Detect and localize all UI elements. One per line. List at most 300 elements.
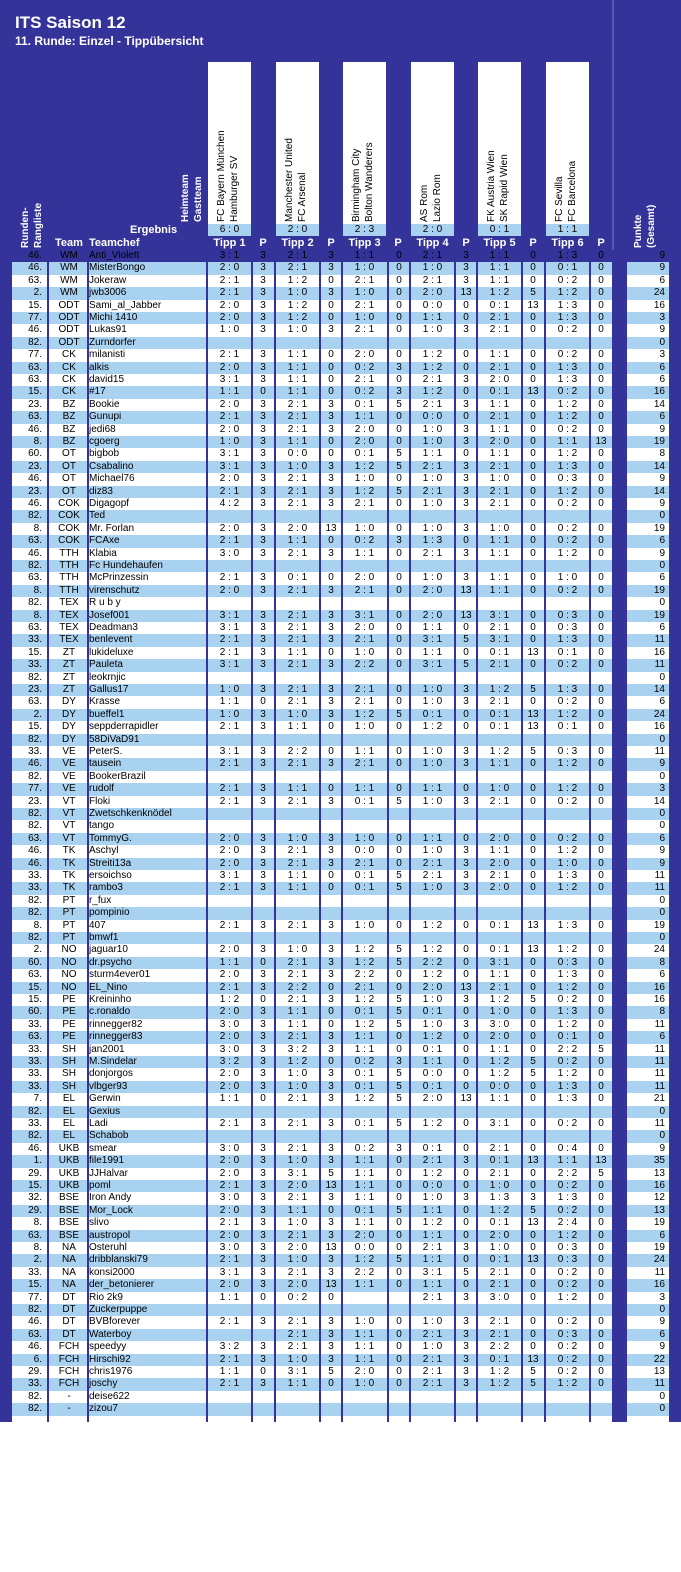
table-cell: 0: [598, 919, 604, 931]
table-cell: [523, 907, 543, 919]
table-cell: [411, 1106, 454, 1118]
total-points-cell: 0: [659, 770, 665, 782]
table-cell: 0: [530, 795, 536, 807]
table-cell: 0: [396, 374, 402, 385]
table-cell: 0: [530, 783, 536, 795]
table-cell: 0: [463, 1006, 469, 1018]
table-cell: WM: [60, 262, 78, 274]
teamchef-cell: TommyG.: [89, 832, 132, 844]
header-divider: [612, 0, 614, 250]
total-points-cell: 6: [659, 411, 665, 423]
table-cell: [456, 907, 476, 919]
table-cell: DY: [62, 721, 76, 733]
table-cell: 1 : 1: [422, 448, 443, 460]
table-cell: 0: [598, 324, 604, 336]
total-points-cell: 11: [654, 1118, 665, 1129]
table-cell: ODT: [58, 336, 80, 348]
table-cell: OT: [62, 485, 76, 497]
table-cell: 0 : 2: [557, 1341, 578, 1353]
total-points-cell: 9: [659, 758, 665, 770]
table-cell: 0: [396, 349, 402, 361]
table-cell: 3: [260, 1167, 266, 1179]
table-cell: 2 : 1: [489, 498, 510, 509]
table-cell: 2 : 1: [219, 795, 240, 807]
table-cell: 3: [463, 473, 469, 485]
table-cell: 1 : 3: [557, 1006, 578, 1018]
table-cell: [411, 597, 454, 609]
points-header: P: [327, 237, 335, 249]
table-cell: 0: [396, 609, 402, 621]
table-cell: 0 : 1: [354, 870, 375, 881]
table-cell: 1 : 2: [557, 448, 578, 460]
table-cell: 3: [463, 684, 469, 695]
total-points-cell: 14: [653, 398, 665, 410]
total-points-cell: 0: [659, 560, 665, 571]
table-cell: 3: [463, 1366, 469, 1377]
table-cell: 0: [328, 646, 334, 658]
table-cell: 0: [328, 1056, 334, 1067]
table-cell: 0: [530, 969, 536, 981]
table-cell: [456, 597, 476, 609]
table-cell: 3: [328, 411, 334, 423]
total-points-cell: 9: [659, 845, 665, 857]
teamchef-cell: Michi 1410: [89, 312, 138, 323]
total-points-cell: 6: [659, 361, 665, 373]
table-cell: 2 : 1: [489, 324, 510, 336]
table-cell: 0: [328, 572, 334, 584]
table-cell: 0: [396, 758, 402, 770]
table-cell: 15.: [28, 299, 42, 311]
table-cell: [343, 510, 386, 522]
teamchef-cell: EL_Nino: [89, 981, 128, 993]
table-cell: 1 : 1: [489, 274, 510, 286]
table-cell: 0: [598, 1093, 604, 1105]
table-cell: [208, 1106, 251, 1118]
table-cell: 63.: [28, 572, 42, 584]
table-cell: 1 : 0: [287, 460, 308, 472]
table-cell: 1 : 0: [219, 684, 240, 695]
table-cell: VE: [62, 783, 76, 795]
table-cell: 2 : 1: [422, 1366, 443, 1377]
table-cell: 5: [530, 1068, 536, 1080]
table-cell: 2 : 0: [287, 522, 308, 534]
points-header: P: [529, 237, 537, 249]
table-cell: 2 : 1: [489, 696, 510, 708]
table-cell: 2 : 1: [219, 721, 240, 733]
table-cell: 3: [463, 262, 469, 274]
table-cell: FCH: [58, 1366, 80, 1377]
table-cell: 1 : 1: [489, 1093, 510, 1105]
teamchef-cell: JJHalvar: [89, 1167, 128, 1179]
table-cell: [276, 734, 319, 746]
table-cell: 3: [328, 622, 334, 633]
table-cell: [546, 597, 589, 609]
table-cell: 1 : 2: [354, 1093, 375, 1105]
table-cell: 3 : 1: [422, 659, 443, 671]
teamchef-cell: sturm4ever01: [89, 969, 151, 981]
table-cell: 1 : 0: [422, 1192, 443, 1204]
table-cell: 0 : 3: [557, 1242, 578, 1253]
teamchef-cell: jedi68: [89, 423, 116, 435]
table-cell: 1 : 0: [219, 708, 240, 720]
table-cell: 0: [598, 1328, 604, 1340]
table-cell: 1 : 1: [287, 646, 308, 658]
table-cell: 1 : 1: [422, 783, 443, 795]
table-cell: [343, 1130, 386, 1142]
teamchef-cell: milanisti: [89, 349, 126, 361]
table-cell: 1 : 0: [422, 498, 443, 509]
table-cell: 3: [260, 535, 266, 547]
table-cell: 2 : 0: [219, 1167, 240, 1179]
table-cell: 63.: [28, 622, 42, 633]
teamchef-cell: Zwetschkenknödel: [89, 808, 172, 819]
table-cell: 1 : 0: [422, 746, 443, 757]
table-cell: 0: [530, 374, 536, 385]
table-cell: 1 : 1: [287, 1204, 308, 1216]
table-cell: [456, 895, 476, 907]
table-cell: 63.: [28, 361, 42, 373]
teamchef-cell: Osteruhl: [89, 1242, 127, 1253]
table-cell: 0 : 1: [489, 1155, 510, 1167]
table-cell: 1 : 1: [287, 783, 308, 795]
table-cell: 1 : 1: [219, 386, 240, 398]
table-cell: 1 : 1: [489, 250, 510, 261]
table-cell: NA: [62, 1266, 76, 1278]
table-cell: 1 : 1: [219, 696, 240, 708]
table-cell: 3: [260, 1316, 266, 1328]
table-cell: CK: [62, 386, 76, 398]
table-cell: 5: [530, 287, 536, 299]
table-cell: [523, 1130, 543, 1142]
table-cell: 0: [396, 696, 402, 708]
table-cell: [456, 510, 476, 522]
table-cell: 0: [530, 473, 536, 485]
table-cell: [321, 734, 341, 746]
table-cell: 2 : 1: [219, 1378, 240, 1390]
table-cell: 0 : 1: [354, 1068, 375, 1080]
teamchef-cell: Kreininho: [89, 994, 132, 1005]
table-cell: 3: [260, 299, 266, 311]
table-cell: 2 : 1: [354, 584, 375, 596]
table-cell: 3: [463, 994, 469, 1005]
table-cell: 0: [260, 386, 266, 398]
total-points-cell: 0: [659, 1390, 665, 1402]
table-cell: 2 : 1: [287, 758, 308, 770]
table-cell: 3: [260, 1180, 266, 1191]
table-cell: [253, 510, 273, 522]
table-cell: 0 : 1: [354, 1006, 375, 1018]
table-cell: [523, 560, 543, 572]
table-cell: [546, 932, 589, 944]
table-cell: 1 : 2: [422, 944, 443, 956]
table-cell: 1 : 1: [287, 386, 308, 398]
table-cell: 1 : 2: [557, 845, 578, 857]
table-cell: [591, 337, 611, 349]
table-cell: 1 : 2: [287, 299, 308, 311]
table-cell: 1 : 3: [557, 1192, 578, 1204]
table-cell: 1 : 2: [557, 1018, 578, 1030]
table-cell: 1 : 1: [287, 721, 308, 733]
table-cell: 2 : 0: [354, 1366, 375, 1377]
table-cell: [208, 895, 251, 907]
table-cell: 0: [598, 473, 604, 485]
table-cell: 0 : 3: [557, 1328, 578, 1340]
table-cell: 0: [530, 870, 536, 881]
table-cell: [591, 895, 611, 907]
table-cell: 1 : 2: [422, 349, 443, 361]
table-cell: 0: [396, 287, 402, 299]
table-cell: 3: [328, 1118, 334, 1129]
table-cell: 0: [396, 262, 402, 274]
table-cell: 3: [260, 758, 266, 770]
table-cell: 0: [396, 1279, 402, 1291]
table-cell: 0: [328, 1378, 334, 1390]
table-cell: 33.: [28, 746, 42, 757]
table-cell: 2 : 0: [287, 1180, 308, 1191]
table-cell: 5: [530, 746, 536, 757]
table-cell: [546, 1304, 589, 1316]
teamchef-cell: Zurndorfer: [89, 336, 136, 348]
tipp-header: Tipp 5: [483, 237, 516, 249]
table-cell: 1 : 2: [354, 994, 375, 1005]
table-cell: 1 : 0: [422, 324, 443, 336]
table-cell: 3: [328, 460, 334, 472]
table-cell: [276, 895, 319, 907]
table-cell: 1 : 0: [287, 708, 308, 720]
table-cell: 15.: [28, 386, 42, 398]
table-cell: 2 : 1: [422, 547, 443, 559]
table-cell: 2 : 1: [219, 1217, 240, 1229]
table-cell: 2 : 1: [219, 783, 240, 795]
table-cell: 0: [530, 535, 536, 547]
table-cell: 2 : 1: [287, 262, 308, 274]
table-cell: 2 : 0: [287, 1279, 308, 1291]
table-cell: 2 : 0: [219, 1279, 240, 1291]
table-cell: 3: [463, 522, 469, 534]
table-cell: [208, 560, 251, 572]
table-cell: [456, 771, 476, 783]
table-cell: 1 : 0: [287, 1254, 308, 1266]
table-cell: [343, 1292, 386, 1304]
teamchef-cell: c.ronaldo: [89, 1006, 131, 1018]
table-cell: 13: [527, 944, 539, 956]
table-cell: [456, 337, 476, 349]
table-cell: 0: [598, 609, 604, 621]
table-cell: [389, 337, 409, 349]
teamchef-cell: jwb3006: [89, 287, 127, 299]
table-cell: 5: [463, 1266, 469, 1278]
table-cell: 3: [463, 1291, 469, 1303]
table-cell: 2 : 1: [422, 250, 443, 261]
table-cell: 2 : 2: [354, 659, 375, 671]
teamchef-cell: zizou7: [89, 1403, 118, 1415]
table-cell: 3: [328, 287, 334, 299]
table-cell: TK: [62, 857, 76, 869]
tipp-header: Tipp 3: [348, 237, 381, 249]
table-cell: [208, 1329, 251, 1341]
table-cell: 0: [396, 1192, 402, 1204]
table-cell: 2 : 1: [287, 1266, 308, 1278]
table-cell: 0: [328, 436, 334, 447]
teamchef-cell: Michael76: [89, 473, 135, 485]
table-cell: 0: [396, 845, 402, 857]
table-cell: 1 : 2: [557, 944, 578, 956]
table-cell: 3: [260, 398, 266, 410]
table-cell: 3 : 1: [489, 609, 510, 621]
table-cell: 1 : 1: [354, 746, 375, 757]
table-cell: 3: [260, 1254, 266, 1266]
table-cell: [411, 560, 454, 572]
table-cell: 2 : 0: [219, 845, 240, 857]
table-cell: BSE: [58, 1192, 79, 1204]
table-cell: 23.: [28, 460, 42, 472]
table-cell: 3: [463, 324, 469, 336]
table-cell: 3: [260, 634, 266, 646]
teamchef-cell: Waterboy: [89, 1328, 132, 1340]
table-cell: 1 : 1: [489, 448, 510, 460]
table-cell: 1 : 2: [287, 1056, 308, 1067]
total-points-cell: 3: [659, 783, 665, 795]
total-points-cell: 21: [653, 1093, 665, 1105]
table-cell: 1 : 2: [557, 485, 578, 497]
table-cell: BSE: [58, 1229, 79, 1241]
table-cell: 1 : 2: [422, 969, 443, 981]
table-cell: [591, 734, 611, 746]
table-cell: 0: [598, 1056, 604, 1067]
table-cell: 1 : 3: [557, 299, 578, 311]
table-cell: 3 : 1: [422, 1266, 443, 1278]
table-cell: 0: [328, 746, 334, 757]
table-cell: 13: [325, 1279, 337, 1291]
table-cell: 1 : 1: [489, 262, 510, 274]
table-cell: 1 : 0: [422, 758, 443, 770]
table-cell: 0 : 2: [557, 1316, 578, 1328]
total-points-cell: 16: [653, 299, 665, 311]
table-cell: [253, 907, 273, 919]
table-cell: [389, 1304, 409, 1316]
away-team-name: Bolton Wanderers: [364, 142, 375, 222]
table-cell: 1 : 0: [422, 696, 443, 708]
teamchef-cell: diz83: [89, 485, 113, 497]
table-cell: 1 : 0: [354, 919, 375, 931]
table-cell: 1 : 0: [354, 646, 375, 658]
table-cell: [546, 337, 589, 349]
match-result: 0 : 1: [478, 224, 521, 236]
table-cell: [343, 1403, 386, 1415]
table-cell: 2 : 2: [287, 746, 308, 757]
column-divider: [10, 250, 12, 1422]
table-cell: 0: [328, 361, 334, 373]
total-points-cell: 8: [659, 1006, 665, 1018]
table-cell: 0: [530, 250, 536, 261]
table-cell: 0: [396, 1043, 402, 1055]
table-cell: 1 : 1: [489, 845, 510, 857]
total-points-cell: 6: [659, 274, 665, 286]
table-cell: 1 : 1: [422, 1254, 443, 1266]
table-cell: [546, 771, 589, 783]
total-points-cell: 9: [659, 473, 665, 485]
table-cell: [546, 820, 589, 832]
table-cell: 1 : 0: [422, 795, 443, 807]
table-cell: 0 : 1: [489, 1217, 510, 1229]
table-cell: 0: [598, 845, 604, 857]
teamchef-cell: Bookie: [89, 398, 120, 410]
table-cell: 0 : 3: [557, 956, 578, 968]
table-cell: 2 : 0: [219, 522, 240, 534]
table-cell: 0: [328, 299, 334, 311]
table-cell: 3: [328, 845, 334, 857]
table-cell: 0: [530, 324, 536, 336]
table-cell: [253, 560, 273, 572]
table-cell: 2 : 1: [287, 423, 308, 435]
match-result: 2 : 0: [411, 224, 454, 236]
table-cell: 1 : 3: [557, 1080, 578, 1092]
table-cell: 1 : 0: [354, 287, 375, 299]
table-cell: 1 : 2: [557, 1378, 578, 1390]
table-cell: 1 : 3: [557, 969, 578, 981]
table-cell: 60.: [28, 448, 42, 460]
table-cell: 3: [463, 423, 469, 435]
table-cell: 3: [463, 882, 469, 894]
teamchef-cell: Gunupi: [89, 411, 122, 423]
table-cell: [456, 1304, 476, 1316]
table-cell: 7.: [33, 1093, 42, 1105]
table-cell: 4 : 2: [219, 498, 240, 509]
table-cell: 0: [396, 1242, 402, 1253]
table-cell: [253, 1106, 273, 1118]
total-points-cell: 14: [653, 485, 665, 497]
table-cell: 0: [530, 1279, 536, 1291]
table-cell: [456, 672, 476, 684]
table-cell: 3: [328, 1328, 334, 1340]
table-cell: 2 : 0: [219, 1031, 240, 1043]
table-cell: 2 : 1: [287, 398, 308, 410]
table-cell: 0 : 0: [354, 1242, 375, 1253]
table-cell: [321, 337, 341, 349]
table-cell: 1 : 2: [422, 361, 443, 373]
table-cell: [321, 672, 341, 684]
teamchef-cell: deise622: [89, 1390, 130, 1402]
tipp-header: Tipp 2: [281, 237, 314, 249]
table-cell: TTH: [59, 572, 79, 584]
table-cell: [343, 907, 386, 919]
total-points-cell: 6: [659, 622, 665, 633]
table-cell: 2 : 0: [422, 609, 443, 621]
table-cell: 3: [260, 969, 266, 981]
table-cell: 1.: [33, 1155, 42, 1167]
table-cell: 1 : 0: [287, 832, 308, 844]
table-cell: 1 : 2: [489, 684, 510, 695]
table-cell: 3: [260, 1204, 266, 1216]
table-cell: 0: [463, 448, 469, 460]
table-cell: 5: [396, 882, 402, 894]
table-cell: 29.: [28, 1204, 42, 1216]
table-cell: [276, 1304, 319, 1316]
table-cell: 1 : 1: [219, 956, 240, 968]
table-cell: 46.: [28, 423, 42, 435]
total-points-cell: 9: [659, 324, 665, 336]
table-cell: 8.: [33, 1242, 42, 1253]
table-cell: 0: [396, 1155, 402, 1167]
table-cell: 0: [530, 832, 536, 844]
table-cell: 3: [328, 423, 334, 435]
table-cell: 0: [598, 646, 604, 658]
teamchef-cell: slivo: [89, 1217, 110, 1229]
table-cell: 3 : 0: [219, 1242, 240, 1253]
table-cell: 2 : 1: [287, 684, 308, 695]
table-cell: 2.: [33, 287, 42, 299]
table-cell: 3: [260, 646, 266, 658]
